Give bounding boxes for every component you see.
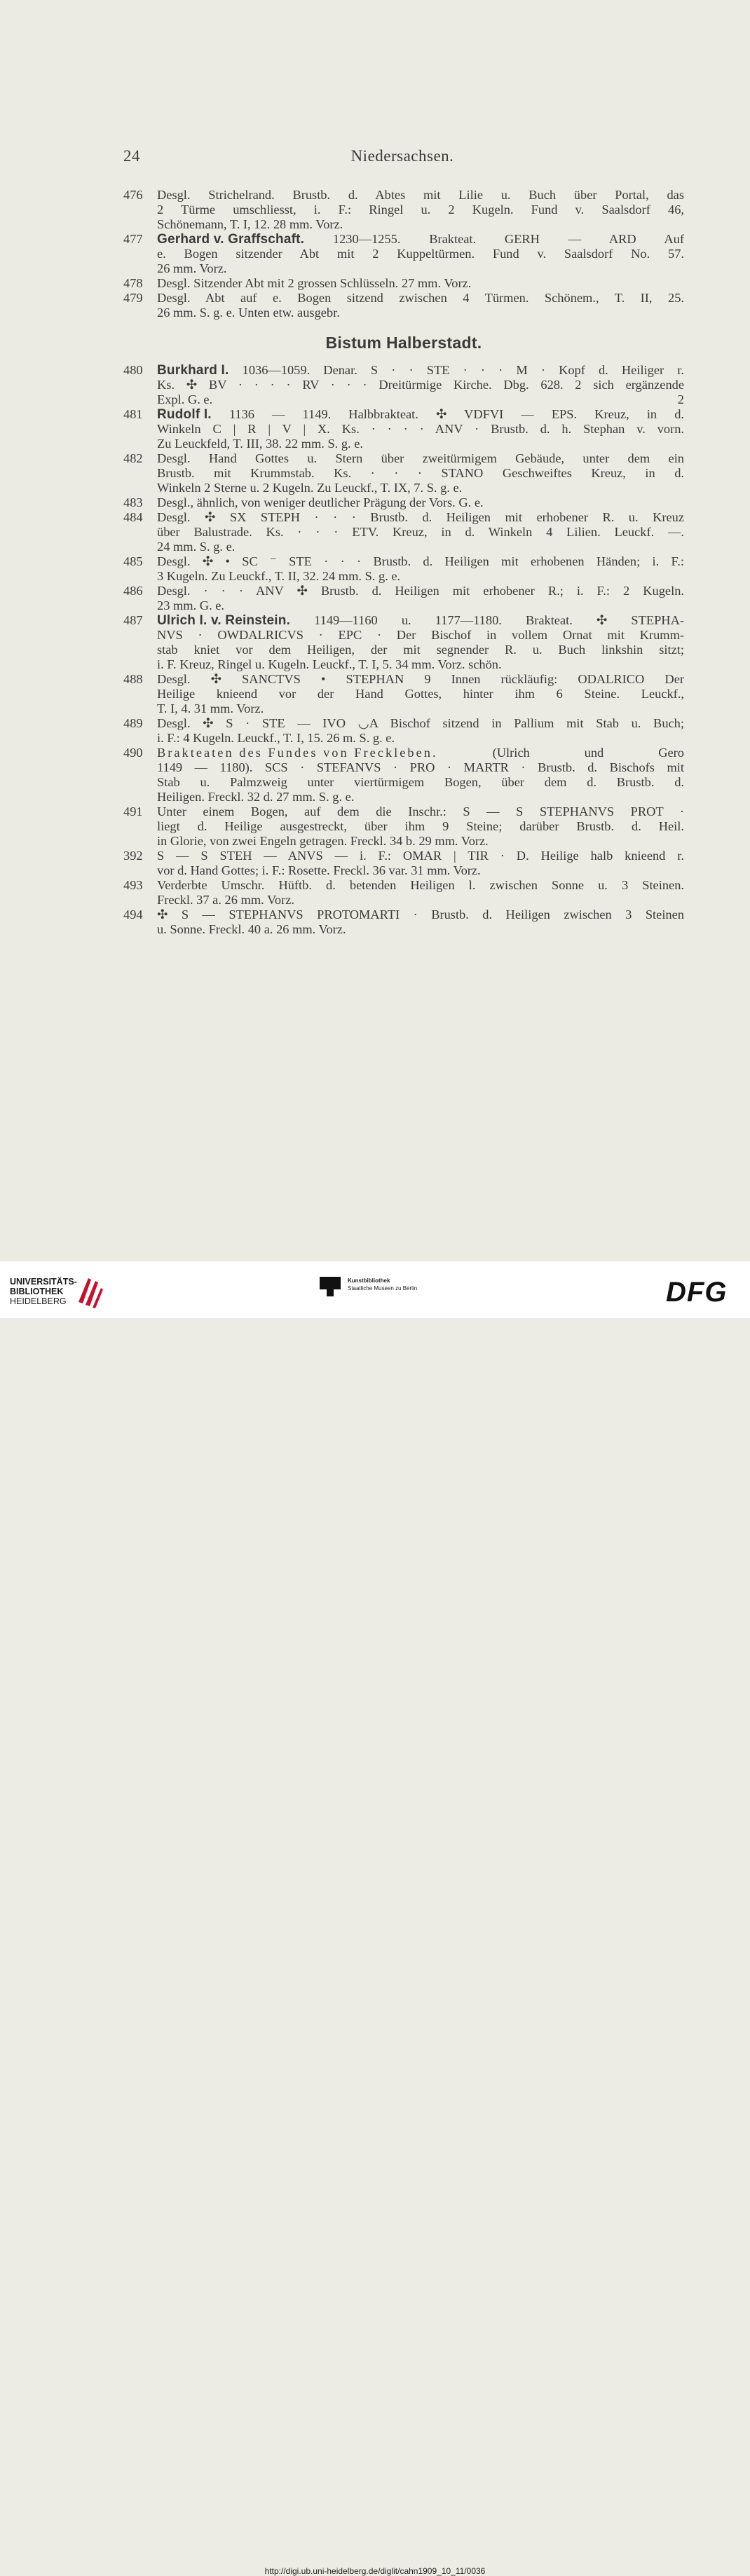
entry-text: Desgl. Strichelrand. Brustb. d. Abtes mit Lilie u. Buch über Portal, das <box>157 188 684 202</box>
entry-line <box>157 584 684 598</box>
entry-line <box>157 291 684 306</box>
entry-line-text <box>157 232 684 247</box>
catalog-entry <box>123 291 684 320</box>
page-number: 24 <box>123 147 140 165</box>
entry-line <box>157 203 684 217</box>
entry-text: T. I, 4. 31 mm. Vorz. <box>157 701 264 715</box>
entry-text: in Glorie, von zwei Engeln getragen. Freckl. 34 b. 29 mm. Vorz. <box>157 834 489 848</box>
ruler-name: Gerhard v. Graffschaft. <box>157 232 305 247</box>
entry-text: Desgl. Sitzender Abt mit 2 grossen Schlüsseln. 27 mm. Vorz. <box>157 276 472 290</box>
entry-text: Desgl. ✣ SANCTVS • STEPHAN 9 Innen rückläufig: ODALRICO Der <box>157 672 684 686</box>
entry-line <box>157 378 684 392</box>
entry-text: ✣ S — STEPHANVS PROTOMARTI · Brustb. d. Heiligen zwischen 3 Steinen <box>157 907 684 922</box>
entry-line <box>157 598 684 613</box>
entry-text: liegt d. Heilige ausgestreckt, über ihm 9 Steine; darüber Brustb. d. Heil. <box>157 819 684 833</box>
entry-text: Winkeln 2 Sterne u. 2 Kugeln. Zu Leuckf., T. IX, 7. S. g. e. <box>157 481 463 495</box>
ub-heidelberg-logo-text <box>10 1277 77 1306</box>
kb-line-2: Staatliche Museen zu Berlin <box>348 1285 418 1292</box>
catalog-entry <box>123 554 684 584</box>
entries-after-section <box>123 363 684 937</box>
entry-text: Unter einem Bogen, auf dem die Inschr.: S — S STEPHANVS PROT · <box>157 804 684 818</box>
entry-line <box>157 525 684 540</box>
entry-line <box>157 261 684 276</box>
entry-line <box>157 878 684 893</box>
entry-line <box>157 363 684 378</box>
kunstbibliothek-mark-icon <box>320 1277 341 1296</box>
dfg-logo: DFG <box>666 1277 728 1308</box>
ub-line-2: BIBLIOTHEK <box>10 1287 64 1296</box>
catalog-entry <box>123 232 684 276</box>
entry-number: 476 <box>123 188 143 202</box>
catalog-entry <box>123 188 684 232</box>
entry-text: Heilige knieend vor der Hand Gottes, hinter ihm 6 Steine. Leuckf., <box>157 687 684 701</box>
ub-line-3: HEIDELBERG <box>10 1296 67 1306</box>
entry-line <box>157 687 684 701</box>
entry-line <box>157 481 684 495</box>
entry-text: Verderbte Umschr. Hüftb. d. betenden Heiligen l. zwischen Sonne u. 3 Steinen. <box>157 878 684 892</box>
entry-line <box>157 569 684 584</box>
catalog-entry <box>123 613 684 672</box>
catalog-entry <box>123 276 684 291</box>
entry-line <box>157 731 684 746</box>
entry-text: 3 Kugeln. Zu Leuckf., T. II, 32. 24 mm. S. g. e. <box>157 569 401 583</box>
page-header <box>123 147 681 168</box>
entry-line <box>157 804 684 819</box>
entry-text: Brustb. mit Krummstab. Ks. · · · STANO Geschweiftes Kreuz, in d. <box>157 466 684 480</box>
entry-text: 1149 — 1180). SCS · STEFANVS · PRO · MARTR · Brustb. d. Bischofs mit <box>157 760 684 774</box>
entry-line-text <box>157 613 684 628</box>
entry-line <box>157 422 684 437</box>
entry-line <box>157 716 684 731</box>
entry-text: 1230—1255. Brakteat. GERH — ARD Auf <box>304 232 684 246</box>
entry-number: 484 <box>123 510 143 524</box>
entry-number: 490 <box>123 746 143 760</box>
entries-before-section <box>123 188 684 320</box>
entry-text: Freckl. 37 a. 26 mm. Vorz. <box>157 893 294 907</box>
catalog-entry <box>123 716 684 746</box>
ruler-name: Rudolf I. <box>157 407 212 422</box>
entry-number: 488 <box>123 672 143 686</box>
catalog-entry <box>123 746 684 804</box>
entry-number: 477 <box>123 232 143 246</box>
entry-line <box>157 790 684 804</box>
entry-text: 1136 — 1149. Halbbrakteat. ✣ VDFVI — EPS. Kreuz, in d. <box>211 407 684 421</box>
entry-number: 478 <box>123 276 143 290</box>
entry-line <box>157 893 684 907</box>
entry-text: Desgl. · · · ANV ✣ Brustb. d. Heiligen mit erhobener R.; i. F.: 2 Kugeln. <box>157 584 684 598</box>
entry-number: 493 <box>123 878 143 892</box>
running-title: Niedersachsen. <box>350 147 454 165</box>
entry-line <box>157 306 684 320</box>
kb-line-1: Kunstbibliothek <box>348 1277 390 1284</box>
entry-line <box>157 701 684 716</box>
entry-text: e. Bogen sitzender Abt mit 2 Kuppeltürmen. Fund v. Saalsdorf No. 57. <box>157 247 684 261</box>
entry-number: 485 <box>123 554 143 568</box>
catalog-entry <box>123 584 684 613</box>
entry-line <box>157 613 684 628</box>
catalog-entry <box>123 495 684 510</box>
entry-line <box>157 554 684 569</box>
entry-number: 489 <box>123 716 143 730</box>
entry-text: S — S STEH — ANVS — i. F.: OMAR | TIR · D. Heilige halb knieend r. <box>157 849 684 863</box>
entry-line <box>157 672 684 687</box>
entry-number: 480 <box>123 363 143 377</box>
catalog-entry <box>123 510 684 554</box>
entry-text: Desgl. ✣ • SC ⁻ STE · · · Brustb. d. Heiligen mit erhobenen Händen; i. F.: <box>157 554 684 568</box>
entry-number: 392 <box>123 849 143 863</box>
entry-line <box>157 775 684 790</box>
entry-text: 23 mm. G. e. <box>157 598 225 612</box>
entry-text: über Balustrade. Ks. · · · ETV. Kreuz, in d. Winkeln 4 Lilien. Leuckf. —. <box>157 525 684 539</box>
entry-line <box>157 819 684 834</box>
catalog-entry <box>123 407 684 451</box>
catalog-entry <box>123 672 684 716</box>
entry-text: Heiligen. Freckl. 32 d. 27 mm. S. g. e. <box>157 790 355 804</box>
entry-number: 483 <box>123 495 143 509</box>
entry-text: vor d. Hand Gottes; i. F.: Rosette. Freckl. 36 var. 31 mm. Vorz. <box>157 863 481 877</box>
catalog-entry <box>123 878 684 907</box>
entry-text: 1149—1160 u. 1177—1180. Brakteat. ✣ STEPHA- <box>290 613 684 627</box>
entry-text: i. F.: 4 Kugeln. Leuckf., T. I, 15. 26 m. S. g. e. <box>157 731 395 745</box>
entry-text: u. Sonne. Freckl. 40 a. 26 mm. Vorz. <box>157 922 346 936</box>
entry-line <box>157 217 684 232</box>
entry-text: Desgl., ähnlich, von weniger deutlicher Prägung der Vors. G. e. <box>157 495 484 509</box>
entry-number: 487 <box>123 613 143 627</box>
entry-text: (Ulrich und Gero <box>437 746 684 760</box>
entry-line <box>157 451 684 466</box>
entry-line <box>157 657 684 672</box>
entry-line-text <box>157 407 684 422</box>
entry-text: NVS · OWDALRICVS · EPC · Der Bischof in vollem Ornat mit Krumm- <box>157 628 684 642</box>
entry-text: 2 Türme umschliesst, i. F.: Ringel u. 2 Kugeln. Fund v. Saalsdorf 46, <box>157 203 684 217</box>
entry-number: 482 <box>123 451 143 465</box>
entry-line <box>157 907 684 922</box>
entry-text: 24 mm. S. g. e. <box>157 540 236 554</box>
section-heading: Bistum Halberstadt. <box>325 334 482 352</box>
catalog-content <box>123 188 684 937</box>
entry-number: 479 <box>123 291 143 305</box>
entry-line <box>157 849 684 863</box>
catalog-entry <box>123 849 684 878</box>
footer-bar <box>0 1261 750 2576</box>
entry-number: 481 <box>123 407 143 421</box>
entry-line-text <box>157 363 684 378</box>
entry-line <box>157 188 684 203</box>
entry-text: Desgl. ✣ SX STEPH · · · Brustb. d. Heiligen mit erhobener R. u. Kreuz <box>157 510 684 524</box>
entry-text: Winkeln C | R | V | X. Ks. · · · · ANV · Brustb. d. h. Stephan v. vorn. <box>157 422 684 436</box>
permalink-url[interactable]: http://digi.ub.uni-heidelberg.de/diglit/cahn1909_10_11/0036 <box>264 2566 486 2576</box>
ub-line-1: UNIVERSITÄTS- <box>10 1277 77 1287</box>
catalog-entry <box>123 451 684 495</box>
entry-text: Expl. G. e. <box>157 392 213 406</box>
entry-text: 26 mm. Vorz. <box>157 261 227 275</box>
entry-text: Schönemann, T. I, 12. 28 mm. Vorz. <box>157 217 343 231</box>
entry-line-text <box>157 746 684 760</box>
entry-text: Stab u. Palmzweig unter viertürmigem Bogen, über dem d. Brustb. d. <box>157 775 684 789</box>
entry-text: stab kniet vor dem Heiligen, der mit segnender R. u. Buch linkshin sitzt; <box>157 643 684 657</box>
entry-line <box>157 437 684 451</box>
entry-line <box>157 922 684 937</box>
entry-number: 491 <box>123 804 143 818</box>
entry-number: 486 <box>123 584 143 598</box>
entry-line <box>157 247 684 261</box>
ub-heidelberg-emblem-icon <box>74 1274 105 1309</box>
entry-line <box>157 232 684 247</box>
entry-line <box>157 276 684 291</box>
entry-text: Desgl. Abt auf e. Bogen sitzend zwischen 4 Türmen. Schönem., T. II, 25. <box>157 291 684 305</box>
entry-line <box>157 863 684 878</box>
entry-line <box>157 495 684 510</box>
spaced-heading-text: Brakteaten des Fundes von Freckleben. <box>157 746 438 760</box>
entry-line <box>157 746 684 760</box>
entry-line <box>157 643 684 657</box>
entry-number: 494 <box>123 907 143 922</box>
entry-text: Desgl. Hand Gottes u. Stern über zweitürmigem Gebäude, unter dem ein <box>157 451 684 465</box>
entry-text: 1036—1059. Denar. S · · STE · · · M · Kopf d. Heiliger r. <box>229 363 684 377</box>
entry-line <box>157 834 684 849</box>
entry-line <box>157 407 684 422</box>
entry-line <box>157 466 684 481</box>
entry-text: Desgl. ✣ S · STE — IVO ◡A Bischof sitzend in Pallium mit Stab u. Buch; <box>157 716 684 730</box>
ruler-name: Ulrich I. v. Reinstein. <box>157 613 291 628</box>
catalog-entry <box>123 363 684 407</box>
catalog-entry <box>123 907 684 937</box>
entry-text: 26 mm. S. g. e. Unten etw. ausgebr. <box>157 306 340 320</box>
kunstbibliothek-text <box>348 1277 417 1292</box>
entry-line <box>157 628 684 643</box>
entry-line <box>157 510 684 525</box>
entry-line <box>157 392 684 407</box>
entry-line <box>157 540 684 554</box>
entry-line <box>157 760 684 775</box>
ruler-name: Burkhard I. <box>157 363 229 378</box>
entry-text: Zu Leuckfeld, T. III, 38. 22 mm. S. g. e. <box>157 437 364 451</box>
catalog-entry <box>123 804 684 849</box>
entry-text: Ks. ✣ BV · · · · RV · · · Dreitürmige Kirche. Dbg. 628. 2 sich ergänzende <box>157 378 684 392</box>
entry-text: i. F. Kreuz, Ringel u. Kugeln. Leuckf., T. I, 5. 34 mm. Vorz. schön. <box>157 657 502 671</box>
piece-count: 2 <box>677 392 684 406</box>
scanned-page <box>0 0 750 1261</box>
